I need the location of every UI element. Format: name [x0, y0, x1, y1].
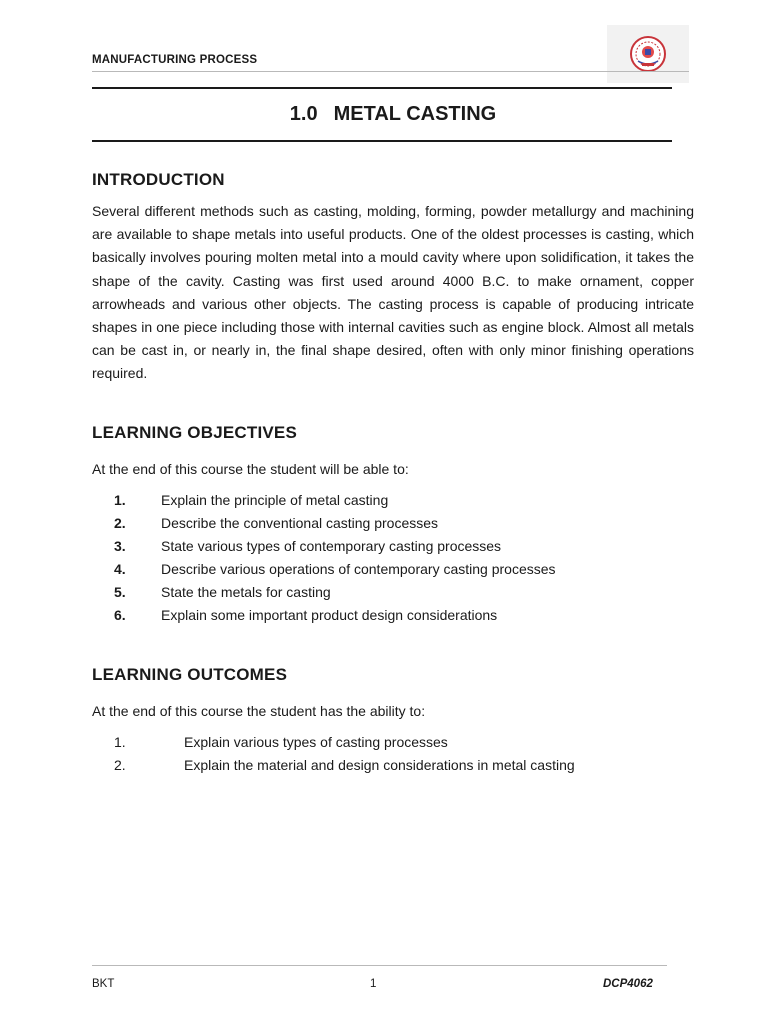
outcomes-intro: At the end of this course the student has the ability to:: [92, 703, 426, 719]
list-item: Explain the principle of metal casting: [161, 492, 389, 508]
list-item-number: 6.: [114, 607, 126, 623]
list-item: Describe the conventional casting processes: [161, 515, 439, 531]
list-item-number: 5.: [114, 584, 126, 600]
footer-rule: [92, 965, 667, 966]
list-item-number: 2.: [114, 757, 126, 773]
list-item: Explain some important product design considerations: [161, 607, 498, 623]
list-item: Explain various types of casting processes: [184, 734, 448, 750]
course-code: DCP4062: [603, 978, 653, 990]
list-item-number: 4.: [114, 561, 126, 577]
chapter-title: [92, 103, 694, 126]
list-item-number: 3.: [114, 538, 126, 554]
list-item-number: 1.: [114, 492, 126, 508]
institution-seal-icon: [628, 34, 668, 74]
page-number: 1: [370, 978, 377, 990]
title-rule-top: [92, 87, 672, 89]
outcomes-heading: LEARNING OUTCOMES: [92, 665, 288, 684]
logo: [607, 25, 689, 83]
introduction-paragraph: Several different methods such as casting, molding, forming, powder metallurgy and machining are available to shape metals into useful products. One of the oldest processes is casting, which basically involves pouring molten metal into a mould cavity where upon solidification, it takes the shape of the cavity. Casting was first used around 4000 B.C. to make ornament, copper arrowheads and various other objects. The casting process is capable of producing intricate shapes in one piece including those with internal cavities such as engine block. Almost all metals can be cast in, or nearly in, the final shape desired, often with only minor finishing operations required.: [92, 203, 694, 382]
list-item: Describe various operations of contemporary casting processes: [161, 561, 556, 577]
running-header: MANUFACTURING PROCESS: [92, 54, 258, 66]
list-item-number: 2.: [114, 515, 126, 531]
title-rule-bottom: [92, 140, 672, 142]
list-item-number: 1.: [114, 734, 126, 750]
introduction-heading: INTRODUCTION: [92, 170, 225, 189]
list-item: State the metals for casting: [161, 584, 331, 600]
objectives-heading: LEARNING OBJECTIVES: [92, 423, 297, 442]
list-item: Explain the material and design considerations in metal casting: [184, 757, 575, 773]
chapter-number: 1.0: [289, 103, 318, 125]
chapter-name: METAL CASTING: [333, 103, 497, 125]
header-underline: [92, 71, 689, 72]
objectives-intro: At the end of this course the student will be able to:: [92, 461, 409, 477]
footer-author: BKT: [92, 978, 115, 990]
list-item: State various types of contemporary casting processes: [161, 538, 502, 554]
